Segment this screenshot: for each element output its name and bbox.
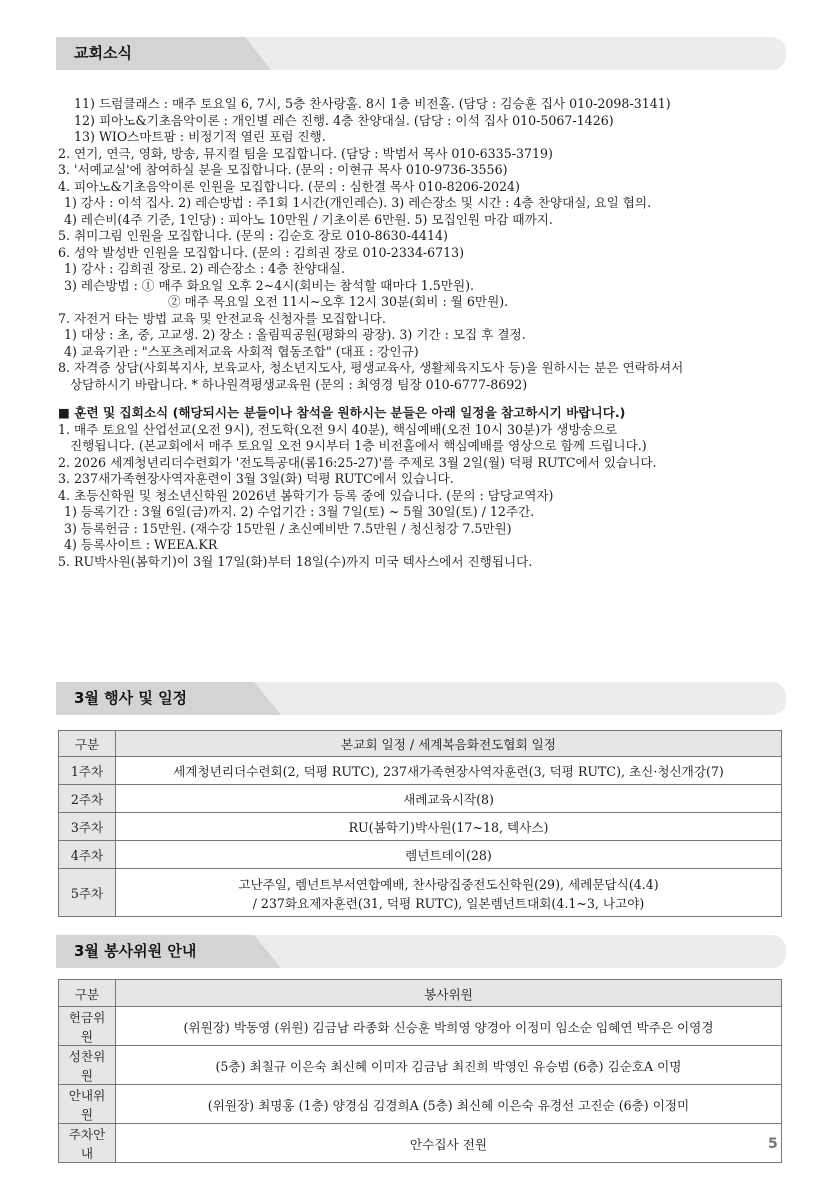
news-line: 12) 피아노&기초음악이론 : 개인별 레슨 진행. 4층 찬양대실. (담당 : 이석 집사 010-5067-1426) xyxy=(74,112,614,128)
notice-line: 4. 초등신학원 및 청소년신학원 2026년 봄학기가 등록 중에 있습니다. (문의 : 담당교역자) xyxy=(58,487,554,503)
table-row xyxy=(59,813,782,841)
notice-line: 2. 2026 세계청년리더수련회가 '전도특공대(롬16:25-27)'를 주제로 3월 2일(월) 덕평 RUTC에서 있습니다. xyxy=(58,454,657,470)
role-cell: 안내위원 xyxy=(59,1085,116,1124)
table-row xyxy=(59,1007,782,1046)
table-row xyxy=(59,1085,782,1124)
news-line: 6. 성악 발성반 인원을 모집합니다. (문의 : 김희권 장로 010-2334-6713) xyxy=(58,244,465,260)
notice-line: 3. 237새가족현장사역자훈련이 3월 3일(화) 덕평 RUTC에서 있습니다. xyxy=(58,471,454,486)
table-row xyxy=(59,1046,782,1085)
section-header-volunteers xyxy=(56,935,786,968)
news-line: 3. '서예교실'에 참여하실 분을 모집합니다. (문의 : 이현규 목사 010-9736-3556) xyxy=(58,162,508,177)
week-cell: 2주차 xyxy=(59,785,116,813)
notice-heading: ■ 훈련 및 집회소식 (해당되시는 분들이나 참석을 원하시는 분들은 아래 일정을 참고하시기 바랍니다.) xyxy=(58,405,626,420)
table-header: 구분 xyxy=(59,980,116,1007)
event-line: / 237화요제자훈련(31, 덕평 RUTC), 일본렘넌트대회(4.1~3, 나고야) xyxy=(252,895,645,911)
section-title: 3월 행사 및 일정 xyxy=(74,689,188,707)
week-cell: 4주차 xyxy=(59,841,116,869)
notice-line: 4) 등록사이트 : WEEA.KR xyxy=(64,537,218,552)
table-row xyxy=(59,757,782,785)
notice-line: 1) 등록기간 : 3월 6일(금)까지. 2) 수업기간 : 3월 7일(토) ~ 5월 30일(토) / 12주간. xyxy=(64,504,535,519)
events-table xyxy=(58,730,782,917)
section-title: 3월 봉사위원 안내 xyxy=(74,942,197,960)
table-row xyxy=(59,1124,782,1163)
news-line: 3) 레슨방법 : ① 매주 화요일 오후 2~4시(회비는 참석할 때마다 1.5만원). xyxy=(64,277,475,293)
news-line: 4. 피아노&기초음악이론 인원을 모집합니다. (문의 : 심한결 목사 010-8206-2024) xyxy=(58,178,520,194)
news-line: 7. 자전거 타는 방법 교육 및 안전교육 신청자를 모집합니다. xyxy=(58,310,386,326)
week-cell: 1주차 xyxy=(59,757,116,785)
notice-line: 5. RU박사원(봄학기)이 3월 17일(화)부터 18일(수)까지 미국 텍사스에서 진행됩니다. xyxy=(58,553,533,569)
role-cell: 성찬위원 xyxy=(59,1046,116,1085)
news-line: 8. 자격증 상담(사회복지사, 보육교사, 청소년지도사, 평생교육사, 생활체육지도사 등)을 원하시는 분은 연락하셔서 xyxy=(58,360,684,375)
event-cell: 새례교육시작(8) xyxy=(116,785,782,813)
section-header-march-events xyxy=(56,682,786,715)
news-line: 2. 연기, 연극, 영화, 방송, 뮤지컬 팀을 모집합니다. (담당 : 박범서 목사 010-6335-3719) xyxy=(58,145,553,161)
event-cell xyxy=(116,869,782,917)
volunteers-table xyxy=(58,979,782,1163)
members-cell: (위원장) 박동영 (위원) 김금남 라종화 신승훈 박희영 양경아 이정미 임소순 임혜연 박주은 이영경 xyxy=(116,1007,782,1046)
table-row xyxy=(59,785,782,813)
role-cell: 헌금위원 xyxy=(59,1007,116,1046)
news-line: 1) 강사 : 이석 집사. 2) 레슨방법 : 주1회 1시간(개인레슨). 3) 레슨장소 및 시간 : 4층 찬양대실, 요일 협의. xyxy=(64,195,652,210)
notice-line: 3) 등록헌금 : 15만원. (재수강 15만원 / 초신예비반 7.5만원 / 청신청강 7.5만원) xyxy=(64,520,512,536)
event-cell: RU(봄학기)박사원(17~18, 텍사스) xyxy=(116,813,782,841)
news-line: 11) 드럼클래스 : 매주 토요일 6, 7시, 5층 찬사랑홀. 8시 1층 비전홀. (담당 : 김승훈 집사 010-2098-3141) xyxy=(74,96,671,111)
news-line: 상담하시기 바랍니다. * 하나원격평생교육원 (문의 : 최영경 팀장 010-6777-8692) xyxy=(70,376,528,392)
section-title: 교회소식 xyxy=(74,44,132,62)
news-line: ② 매주 목요일 오전 11시~오후 12시 30분(회비 : 월 6만원). xyxy=(168,294,509,309)
section-header-church-news xyxy=(56,37,786,70)
week-cell: 5주차 xyxy=(59,869,116,917)
table-header: 구분 xyxy=(59,731,116,757)
news-line: 13) WIO스마트팜 : 비정기적 열린 포럼 진행. xyxy=(74,129,326,144)
news-line: 1) 강사 : 김희권 장로. 2) 레슨장소 : 4층 찬양대실. xyxy=(64,261,346,276)
page-number: 5 xyxy=(768,1136,778,1152)
members-cell: 안수집사 전원 xyxy=(116,1124,782,1163)
table-header: 봉사위원 xyxy=(116,980,782,1007)
event-line: 고난주일, 렘넌트부서연합예배, 찬사랑집중전도신학원(29), 세례문답식(4.4) xyxy=(238,876,659,892)
news-line: 4) 레슨비(4주 기준, 1인당) : 피아노 10만원 / 기초이론 6만원. 5) 모집인원 마감 때까지. xyxy=(64,211,553,227)
table-row xyxy=(59,841,782,869)
table-header: 본교회 일정 / 세계복음화전도협회 일정 xyxy=(116,731,782,757)
event-cell: 세계청년리더수련회(2, 덕평 RUTC), 237새가족현장사역자훈련(3, 덕평 RUTC), 초신·청신개강(7) xyxy=(116,757,782,785)
notice-line: 진행됩니다. (본교회에서 매주 토요일 오전 9시부터 1층 비전홀에서 핵심예배를 영상으로 함께 드립니다.) xyxy=(70,438,647,453)
event-cell: 렘넌트데이(28) xyxy=(116,841,782,869)
week-cell: 3주차 xyxy=(59,813,116,841)
notice-line: 1. 매주 토요일 산업선교(오전 9시), 전도학(오전 9시 40분), 핵심예배(오전 10시 30분)가 생방송으로 xyxy=(58,421,618,437)
members-cell: (위원장) 최명홍 (1층) 양경심 김경희A (5층) 최신혜 이은숙 유경선 고진순 (6층) 이정미 xyxy=(116,1085,782,1124)
news-line: 5. 취미그림 인원을 모집합니다. (문의 : 김순호 장로 010-8630-4414) xyxy=(58,228,448,243)
church-news-body xyxy=(58,96,798,570)
news-line: 1) 대상 : 초, 중, 고교생. 2) 장소 : 올림픽공원(평화의 광장). 3) 기간 : 모집 후 결정. xyxy=(64,327,526,342)
role-cell: 주차안내 xyxy=(59,1124,116,1163)
members-cell: (5층) 최칠규 이은숙 최신혜 이미자 김금남 최진희 박영인 유승범 (6층) 김순호A 이명 xyxy=(116,1046,782,1085)
news-line: 4) 교육기관 : "스포츠레저교육 사회적 협동조합" (대표 : 강인규) xyxy=(64,343,419,359)
table-row xyxy=(59,869,782,917)
